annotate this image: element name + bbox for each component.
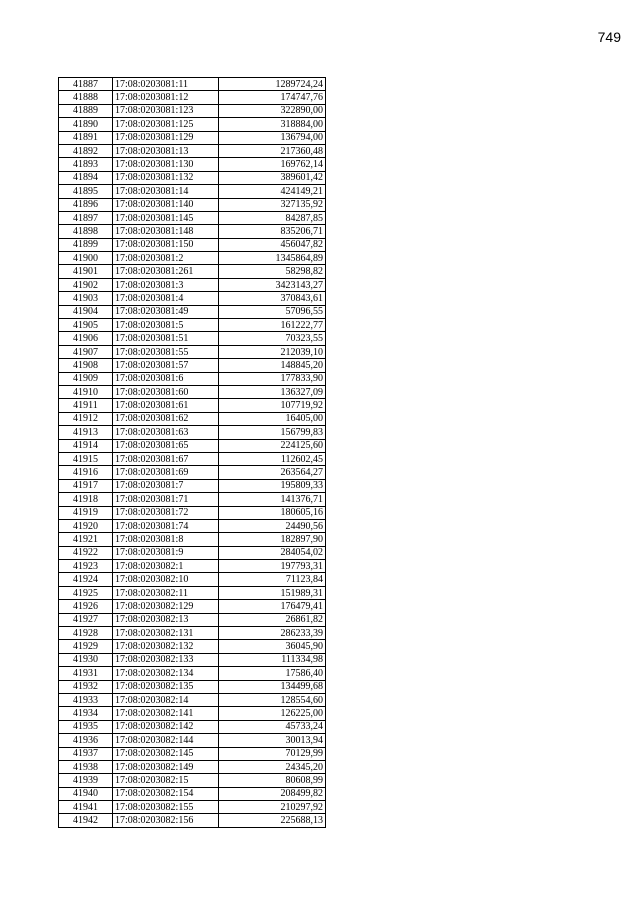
cadastral-number-cell: 17:08:0203081:67 bbox=[113, 452, 219, 465]
table-row bbox=[59, 814, 326, 827]
cadastral-number-cell: 17:08:0203081:65 bbox=[113, 439, 219, 452]
table-row bbox=[59, 774, 326, 787]
cadastral-value-cell: 112602,45 bbox=[219, 452, 326, 465]
table-row bbox=[59, 533, 326, 546]
table-row bbox=[59, 252, 326, 265]
cadastral-value-cell: 456047,82 bbox=[219, 238, 326, 251]
cadastral-number-cell: 17:08:0203082:149 bbox=[113, 760, 219, 773]
cadastral-number-cell: 17:08:0203082:133 bbox=[113, 653, 219, 666]
table-row bbox=[59, 359, 326, 372]
cadastral-value-cell: 57096,55 bbox=[219, 305, 326, 318]
row-number-cell: 41891 bbox=[59, 131, 113, 144]
table-row bbox=[59, 466, 326, 479]
cadastral-number-cell: 17:08:0203081:6 bbox=[113, 372, 219, 385]
table-row bbox=[59, 573, 326, 586]
table-row bbox=[59, 720, 326, 733]
cadastral-value-cell: 1289724,24 bbox=[219, 78, 326, 91]
row-number-cell: 41897 bbox=[59, 211, 113, 224]
row-number-cell: 41910 bbox=[59, 385, 113, 398]
cadastral-value-cell: 177833,90 bbox=[219, 372, 326, 385]
cadastral-number-cell: 17:08:0203081:148 bbox=[113, 225, 219, 238]
cadastral-number-cell: 17:08:0203081:14 bbox=[113, 185, 219, 198]
row-number-cell: 41924 bbox=[59, 573, 113, 586]
table-row bbox=[59, 185, 326, 198]
page-number: 749 bbox=[597, 29, 621, 45]
table-row bbox=[59, 292, 326, 305]
table-row bbox=[59, 78, 326, 91]
row-number-cell: 41902 bbox=[59, 278, 113, 291]
row-number-cell: 41894 bbox=[59, 171, 113, 184]
row-number-cell: 41899 bbox=[59, 238, 113, 251]
cadastral-number-cell: 17:08:0203081:125 bbox=[113, 118, 219, 131]
cadastral-number-cell: 17:08:0203081:145 bbox=[113, 211, 219, 224]
cadastral-value-cell: 58298,82 bbox=[219, 265, 326, 278]
cadastral-number-cell: 17:08:0203082:14 bbox=[113, 693, 219, 706]
row-number-cell: 41926 bbox=[59, 600, 113, 613]
row-number-cell: 41914 bbox=[59, 439, 113, 452]
row-number-cell: 41928 bbox=[59, 627, 113, 640]
cadastral-value-cell: 318884,00 bbox=[219, 118, 326, 131]
table-row bbox=[59, 627, 326, 640]
cadastral-number-cell: 17:08:0203081:60 bbox=[113, 385, 219, 398]
table-row bbox=[59, 372, 326, 385]
cadastral-number-cell: 17:08:0203082:134 bbox=[113, 667, 219, 680]
cadastral-value-cell: 128554,60 bbox=[219, 693, 326, 706]
row-number-cell: 41921 bbox=[59, 533, 113, 546]
cadastral-value-cell: 161222,77 bbox=[219, 319, 326, 332]
cadastral-value-cell: 30013,94 bbox=[219, 734, 326, 747]
row-number-cell: 41898 bbox=[59, 225, 113, 238]
cadastral-number-cell: 17:08:0203082:131 bbox=[113, 627, 219, 640]
cadastral-number-cell: 17:08:0203081:63 bbox=[113, 426, 219, 439]
cadastral-value-cell: 389601,42 bbox=[219, 171, 326, 184]
cadastral-number-cell: 17:08:0203082:144 bbox=[113, 734, 219, 747]
row-number-cell: 41931 bbox=[59, 667, 113, 680]
cadastral-value-cell: 148845,20 bbox=[219, 359, 326, 372]
row-number-cell: 41918 bbox=[59, 493, 113, 506]
row-number-cell: 41892 bbox=[59, 144, 113, 157]
cadastral-number-cell: 17:08:0203081:5 bbox=[113, 319, 219, 332]
table-row bbox=[59, 412, 326, 425]
cadastral-value-cell: 217360,48 bbox=[219, 144, 326, 157]
table-row bbox=[59, 519, 326, 532]
cadastral-value-cell: 24345,20 bbox=[219, 760, 326, 773]
cadastral-number-cell: 17:08:0203081:62 bbox=[113, 412, 219, 425]
row-number-cell: 41936 bbox=[59, 734, 113, 747]
row-number-cell: 41912 bbox=[59, 412, 113, 425]
row-number-cell: 41935 bbox=[59, 720, 113, 733]
cadastral-value-cell: 210297,92 bbox=[219, 801, 326, 814]
table-row bbox=[59, 734, 326, 747]
row-number-cell: 41893 bbox=[59, 158, 113, 171]
cadastral-value-cell: 136327,09 bbox=[219, 385, 326, 398]
row-number-cell: 41913 bbox=[59, 426, 113, 439]
cadastral-value-cell: 134499,68 bbox=[219, 680, 326, 693]
row-number-cell: 41908 bbox=[59, 359, 113, 372]
table-row bbox=[59, 399, 326, 412]
table-row bbox=[59, 452, 326, 465]
cadastral-value-cell: 3423143,27 bbox=[219, 278, 326, 291]
table-row bbox=[59, 493, 326, 506]
cadastral-value-cell: 174747,76 bbox=[219, 91, 326, 104]
cadastral-value-cell: 225688,13 bbox=[219, 814, 326, 827]
cadastral-value-cell: 263564,27 bbox=[219, 466, 326, 479]
cadastral-number-cell: 17:08:0203081:74 bbox=[113, 519, 219, 532]
cadastral-number-cell: 17:08:0203082:141 bbox=[113, 707, 219, 720]
cadastral-value-cell: 70129,99 bbox=[219, 747, 326, 760]
cadastral-number-cell: 17:08:0203081:61 bbox=[113, 399, 219, 412]
row-number-cell: 41940 bbox=[59, 787, 113, 800]
table-row bbox=[59, 640, 326, 653]
cadastral-number-cell: 17:08:0203081:140 bbox=[113, 198, 219, 211]
row-number-cell: 41938 bbox=[59, 760, 113, 773]
cadastral-number-cell: 17:08:0203081:150 bbox=[113, 238, 219, 251]
cadastral-value-cell: 176479,41 bbox=[219, 600, 326, 613]
cadastral-value-cell: 151989,31 bbox=[219, 586, 326, 599]
table-row bbox=[59, 801, 326, 814]
cadastral-number-cell: 17:08:0203082:10 bbox=[113, 573, 219, 586]
cadastral-value-cell: 835206,71 bbox=[219, 225, 326, 238]
table-row bbox=[59, 439, 326, 452]
cadastral-value-cell: 224125,60 bbox=[219, 439, 326, 452]
table-row bbox=[59, 707, 326, 720]
cadastral-number-cell: 17:08:0203081:57 bbox=[113, 359, 219, 372]
cadastral-value-cell: 70323,55 bbox=[219, 332, 326, 345]
table-row bbox=[59, 131, 326, 144]
cadastral-number-cell: 17:08:0203081:72 bbox=[113, 506, 219, 519]
table-row bbox=[59, 546, 326, 559]
row-number-cell: 41942 bbox=[59, 814, 113, 827]
table-row bbox=[59, 586, 326, 599]
cadastral-value-cell: 141376,71 bbox=[219, 493, 326, 506]
cadastral-number-cell: 17:08:0203082:145 bbox=[113, 747, 219, 760]
row-number-cell: 41900 bbox=[59, 252, 113, 265]
row-number-cell: 41939 bbox=[59, 774, 113, 787]
cadastral-number-cell: 17:08:0203081:123 bbox=[113, 104, 219, 117]
cadastral-value-cell: 197793,31 bbox=[219, 560, 326, 573]
table-row bbox=[59, 345, 326, 358]
row-number-cell: 41903 bbox=[59, 292, 113, 305]
table-row bbox=[59, 118, 326, 131]
table-row bbox=[59, 680, 326, 693]
row-number-cell: 41941 bbox=[59, 801, 113, 814]
cadastral-value-cell: 71123,84 bbox=[219, 573, 326, 586]
cadastral-value-cell: 17586,40 bbox=[219, 667, 326, 680]
cadastral-number-cell: 17:08:0203082:15 bbox=[113, 774, 219, 787]
cadastral-value-cell: 107719,92 bbox=[219, 399, 326, 412]
cadastral-value-cell: 84287,85 bbox=[219, 211, 326, 224]
row-number-cell: 41909 bbox=[59, 372, 113, 385]
table-row bbox=[59, 158, 326, 171]
cadastral-number-cell: 17:08:0203082:142 bbox=[113, 720, 219, 733]
table-row bbox=[59, 787, 326, 800]
table-row bbox=[59, 225, 326, 238]
cadastral-number-cell: 17:08:0203081:4 bbox=[113, 292, 219, 305]
table-row bbox=[59, 91, 326, 104]
row-number-cell: 41888 bbox=[59, 91, 113, 104]
row-number-cell: 41923 bbox=[59, 560, 113, 573]
cadastral-number-cell: 17:08:0203082:132 bbox=[113, 640, 219, 653]
cadastral-value-cell: 136794,00 bbox=[219, 131, 326, 144]
cadastral-number-cell: 17:08:0203081:69 bbox=[113, 466, 219, 479]
cadastral-number-cell: 17:08:0203082:129 bbox=[113, 600, 219, 613]
table-row bbox=[59, 693, 326, 706]
cadastral-value-cell: 424149,21 bbox=[219, 185, 326, 198]
cadastral-number-cell: 17:08:0203081:8 bbox=[113, 533, 219, 546]
cadastral-number-cell: 17:08:0203081:49 bbox=[113, 305, 219, 318]
row-number-cell: 41934 bbox=[59, 707, 113, 720]
cadastral-number-cell: 17:08:0203082:135 bbox=[113, 680, 219, 693]
cadastral-number-cell: 17:08:0203081:12 bbox=[113, 91, 219, 104]
row-number-cell: 41901 bbox=[59, 265, 113, 278]
cadastral-value-cell: 80608,99 bbox=[219, 774, 326, 787]
cadastral-number-cell: 17:08:0203081:51 bbox=[113, 332, 219, 345]
cadastral-number-cell: 17:08:0203081:3 bbox=[113, 278, 219, 291]
table-row bbox=[59, 144, 326, 157]
row-number-cell: 41895 bbox=[59, 185, 113, 198]
cadastral-number-cell: 17:08:0203081:261 bbox=[113, 265, 219, 278]
table-row bbox=[59, 238, 326, 251]
cadastral-number-cell: 17:08:0203081:132 bbox=[113, 171, 219, 184]
row-number-cell: 41917 bbox=[59, 479, 113, 492]
cadastral-value-cell: 286233,39 bbox=[219, 627, 326, 640]
row-number-cell: 41937 bbox=[59, 747, 113, 760]
table-row bbox=[59, 171, 326, 184]
table-row bbox=[59, 613, 326, 626]
row-number-cell: 41927 bbox=[59, 613, 113, 626]
table-row bbox=[59, 600, 326, 613]
table-row bbox=[59, 506, 326, 519]
cadastral-value-cell: 16405,00 bbox=[219, 412, 326, 425]
cadastral-number-cell: 17:08:0203081:9 bbox=[113, 546, 219, 559]
table-row bbox=[59, 305, 326, 318]
row-number-cell: 41889 bbox=[59, 104, 113, 117]
table-row bbox=[59, 760, 326, 773]
table-body bbox=[59, 78, 326, 828]
table-row bbox=[59, 332, 326, 345]
row-number-cell: 41915 bbox=[59, 452, 113, 465]
cadastral-value-cell: 36045,90 bbox=[219, 640, 326, 653]
cadastral-number-cell: 17:08:0203082:13 bbox=[113, 613, 219, 626]
row-number-cell: 41919 bbox=[59, 506, 113, 519]
cadastral-number-cell: 17:08:0203081:13 bbox=[113, 144, 219, 157]
table-row bbox=[59, 479, 326, 492]
row-number-cell: 41911 bbox=[59, 399, 113, 412]
cadastral-value-cell: 24490,56 bbox=[219, 519, 326, 532]
row-number-cell: 41904 bbox=[59, 305, 113, 318]
row-number-cell: 41932 bbox=[59, 680, 113, 693]
table-row bbox=[59, 426, 326, 439]
cadastral-value-cell: 182897,90 bbox=[219, 533, 326, 546]
row-number-cell: 41920 bbox=[59, 519, 113, 532]
row-number-cell: 41933 bbox=[59, 693, 113, 706]
cadastral-value-cell: 327135,92 bbox=[219, 198, 326, 211]
row-number-cell: 41905 bbox=[59, 319, 113, 332]
cadastral-value-cell: 195809,33 bbox=[219, 479, 326, 492]
cadastral-value-cell: 111334,98 bbox=[219, 653, 326, 666]
cadastral-value-cell: 26861,82 bbox=[219, 613, 326, 626]
table-row bbox=[59, 278, 326, 291]
table-row bbox=[59, 653, 326, 666]
cadastral-value-cell: 1345864,89 bbox=[219, 252, 326, 265]
cadastral-value-cell: 180605,16 bbox=[219, 506, 326, 519]
row-number-cell: 41896 bbox=[59, 198, 113, 211]
table-row bbox=[59, 560, 326, 573]
table-row bbox=[59, 385, 326, 398]
cadastral-number-cell: 17:08:0203082:1 bbox=[113, 560, 219, 573]
cadastral-number-cell: 17:08:0203081:129 bbox=[113, 131, 219, 144]
cadastral-value-cell: 169762,14 bbox=[219, 158, 326, 171]
table-row bbox=[59, 747, 326, 760]
cadastral-number-cell: 17:08:0203082:155 bbox=[113, 801, 219, 814]
cadastral-number-cell: 17:08:0203081:7 bbox=[113, 479, 219, 492]
cadastral-number-cell: 17:08:0203081:71 bbox=[113, 493, 219, 506]
row-number-cell: 41929 bbox=[59, 640, 113, 653]
cadastral-value-cell: 126225,00 bbox=[219, 707, 326, 720]
cadastral-value-cell: 284054,02 bbox=[219, 546, 326, 559]
table-row bbox=[59, 667, 326, 680]
row-number-cell: 41890 bbox=[59, 118, 113, 131]
cadastral-number-cell: 17:08:0203081:55 bbox=[113, 345, 219, 358]
row-number-cell: 41930 bbox=[59, 653, 113, 666]
cadastral-value-cell: 370843,61 bbox=[219, 292, 326, 305]
table-row bbox=[59, 104, 326, 117]
cadastral-number-cell: 17:08:0203082:156 bbox=[113, 814, 219, 827]
row-number-cell: 41887 bbox=[59, 78, 113, 91]
cadastral-number-cell: 17:08:0203082:11 bbox=[113, 586, 219, 599]
cadastral-number-cell: 17:08:0203081:130 bbox=[113, 158, 219, 171]
cadastral-value-cell: 322890,00 bbox=[219, 104, 326, 117]
row-number-cell: 41916 bbox=[59, 466, 113, 479]
cadastral-value-cell: 208499,82 bbox=[219, 787, 326, 800]
cadastral-value-cell: 45733,24 bbox=[219, 720, 326, 733]
table-row bbox=[59, 319, 326, 332]
row-number-cell: 41907 bbox=[59, 345, 113, 358]
row-number-cell: 41925 bbox=[59, 586, 113, 599]
row-number-cell: 41906 bbox=[59, 332, 113, 345]
cadastral-value-table bbox=[58, 77, 326, 828]
table-row bbox=[59, 198, 326, 211]
cadastral-number-cell: 17:08:0203082:154 bbox=[113, 787, 219, 800]
table-row bbox=[59, 211, 326, 224]
cadastral-number-cell: 17:08:0203081:11 bbox=[113, 78, 219, 91]
cadastral-value-cell: 156799,83 bbox=[219, 426, 326, 439]
cadastral-number-cell: 17:08:0203081:2 bbox=[113, 252, 219, 265]
table-row bbox=[59, 265, 326, 278]
row-number-cell: 41922 bbox=[59, 546, 113, 559]
cadastral-value-cell: 212039,10 bbox=[219, 345, 326, 358]
